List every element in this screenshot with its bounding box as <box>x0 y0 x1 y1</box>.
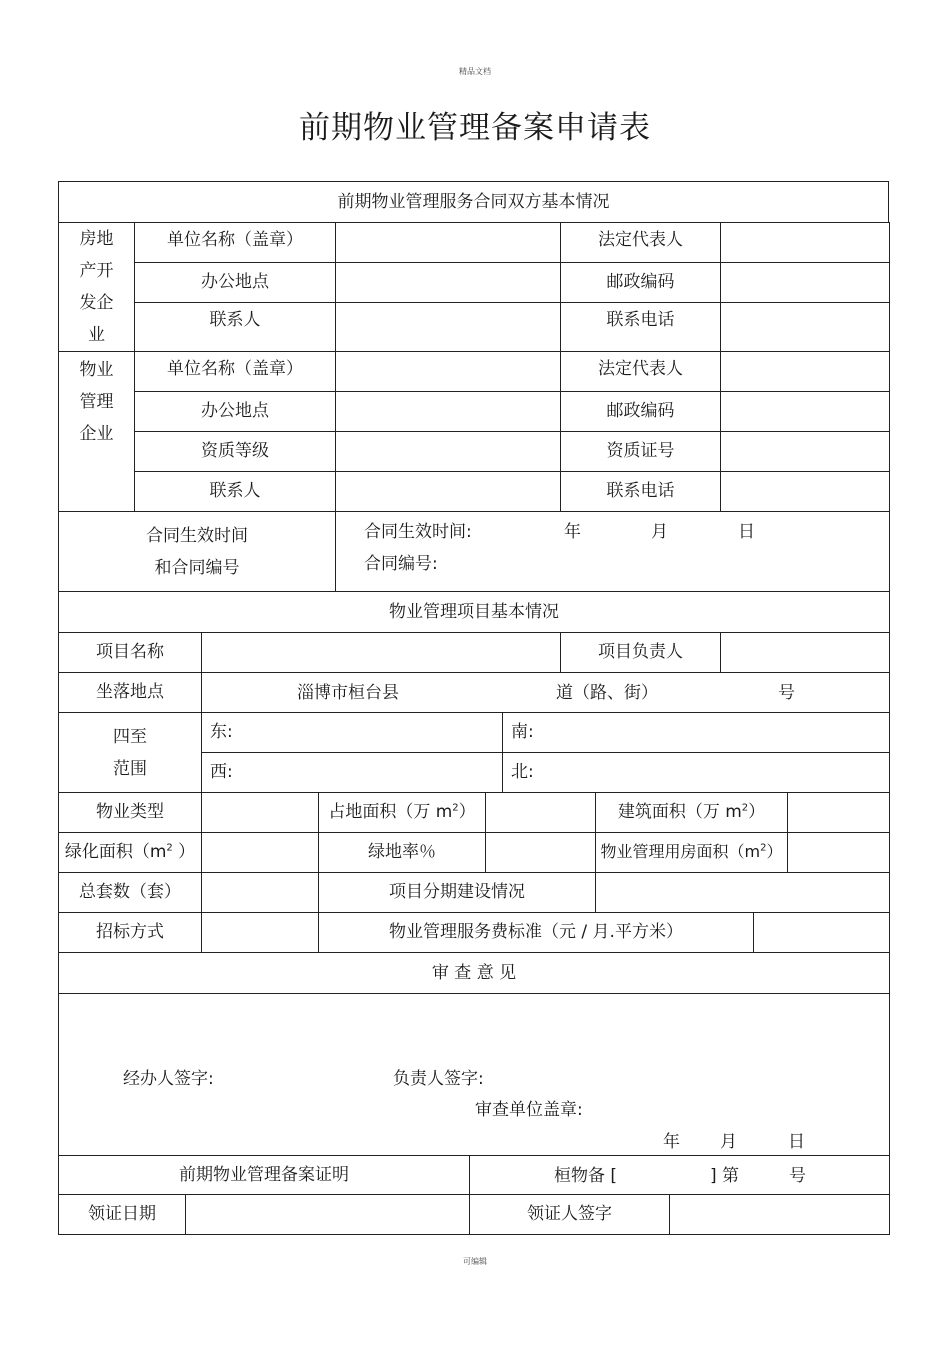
developer-unit-name-label: 单位名称（盖章） <box>134 222 336 263</box>
property-co-label-line: 企业 <box>79 424 114 444</box>
developer-label-line: 房地 <box>79 229 114 249</box>
review-area[interactable] <box>58 993 890 1156</box>
mgmt-room-sup: 2 <box>760 842 767 854</box>
land-area-label <box>318 792 486 833</box>
green-area-label <box>58 832 202 873</box>
contract-month: 月 <box>651 522 668 542</box>
property-co-office-label: 办公地点 <box>134 391 336 432</box>
developer-phone-field[interactable] <box>720 302 890 352</box>
project-manager-label: 项目负责人 <box>560 632 721 673</box>
land-area-field[interactable] <box>485 792 596 833</box>
record-code-mid: ] 第 <box>710 1166 740 1186</box>
phases-label: 项目分期建设情况 <box>318 872 596 913</box>
property-co-qualification-label: 资质等级 <box>134 431 336 472</box>
property-co-unit-name-label: 单位名称（盖章） <box>134 351 336 392</box>
build-area-sup: 2 <box>741 802 749 814</box>
property-co-postcode-label: 邮政编码 <box>560 391 721 432</box>
application-form-table <box>59 182 890 1235</box>
section2-title: 物业管理项目基本情况 <box>58 591 890 633</box>
contract-label-line2: 和合同编号 <box>154 557 240 578</box>
review-year: 年 <box>663 1132 680 1152</box>
units-field[interactable] <box>201 872 319 913</box>
location-city: 淄博市桓台县 <box>297 683 399 703</box>
bound-east-field[interactable] <box>201 712 503 753</box>
record-code-field[interactable] <box>469 1155 890 1195</box>
location-label: 坐落地点 <box>58 672 202 713</box>
bound-north-field[interactable] <box>502 752 890 793</box>
project-name-field[interactable] <box>201 632 561 673</box>
bound-north-label: 北: <box>511 762 534 783</box>
phases-field[interactable] <box>595 872 890 913</box>
property-co-legal-rep-field[interactable] <box>720 351 890 392</box>
contract-label-line1: 合同生效时间 <box>146 525 248 546</box>
mgmt-room-text: 物业管理用房面积（m <box>600 842 761 862</box>
handler-sign-label: 经办人签字: <box>123 1069 214 1089</box>
property-co-legal-rep-label: 法定代表人 <box>560 351 721 392</box>
green-area-field[interactable] <box>201 832 319 873</box>
fee-label: 物业管理服务费标准（元 / 月.平方米） <box>318 912 754 953</box>
property-co-office-field[interactable] <box>335 391 561 432</box>
developer-office-label: 办公地点 <box>134 262 336 303</box>
property-type-label: 物业类型 <box>58 792 202 833</box>
contract-field[interactable] <box>335 511 890 592</box>
green-area-sup: 2 <box>166 842 173 854</box>
mgmt-room-field[interactable] <box>787 832 890 873</box>
review-month: 月 <box>720 1132 737 1152</box>
review-title: 审 查 意 见 <box>58 952 890 994</box>
section1-title: 前期物业管理服务合同双方基本情况 <box>58 181 889 223</box>
contract-day: 日 <box>738 522 755 542</box>
contract-number-label: 合同编号: <box>364 554 438 574</box>
location-field[interactable] <box>201 672 890 713</box>
receive-date-label: 领证日期 <box>58 1194 186 1235</box>
bound-west-label: 西: <box>210 762 233 783</box>
leader-sign-label: 负责人签字: <box>393 1069 484 1089</box>
record-code-suffix: 号 <box>789 1166 806 1186</box>
build-area-text: 建筑面积（万 m <box>617 802 742 823</box>
developer-label-line: 产开 <box>79 261 114 281</box>
units-label: 总套数（套） <box>58 872 202 913</box>
bound-west-field[interactable] <box>201 752 503 793</box>
developer-unit-name-field[interactable] <box>335 222 561 263</box>
developer-postcode-label: 邮政编码 <box>560 262 721 303</box>
mgmt-room-suffix: ） <box>766 842 783 862</box>
property-co-qualification-field[interactable] <box>335 431 561 472</box>
build-area-field[interactable] <box>787 792 890 833</box>
land-area-suffix: ） <box>458 802 476 823</box>
receiver-sign-label: 领证人签字 <box>469 1194 670 1235</box>
property-co-cert-no-label: 资质证号 <box>560 431 721 472</box>
contract-effective-label: 合同生效时间: <box>364 522 472 542</box>
receiver-sign-field[interactable] <box>669 1194 890 1235</box>
record-code-prefix: 桓物备 [ <box>554 1166 618 1186</box>
developer-postcode-field[interactable] <box>720 262 890 303</box>
location-road: 道（路、街） <box>556 683 658 703</box>
build-area-suffix: ） <box>748 802 766 823</box>
developer-phone-label: 联系电话 <box>560 302 721 352</box>
project-name-label: 项目名称 <box>58 632 202 673</box>
green-area-text: 绿化面积（m <box>64 842 167 863</box>
property-co-label-line: 管理 <box>79 392 114 412</box>
bound-east-label: 东: <box>210 722 233 743</box>
receive-date-field[interactable] <box>185 1194 470 1235</box>
property-co-postcode-field[interactable] <box>720 391 890 432</box>
unit-seal-label: 审查单位盖章: <box>475 1100 583 1120</box>
review-day: 日 <box>788 1132 805 1152</box>
record-proof-label: 前期物业管理备案证明 <box>58 1155 470 1195</box>
page-title: 前期物业管理备案申请表 <box>299 110 651 146</box>
bound-south-field[interactable] <box>502 712 890 753</box>
property-co-label-line: 物业 <box>79 360 114 380</box>
build-area-label <box>595 792 788 833</box>
developer-label <box>58 222 135 352</box>
developer-label-line: 发企 <box>79 293 114 313</box>
property-co-contact-label: 联系人 <box>134 471 336 512</box>
developer-legal-rep-field[interactable] <box>720 222 890 263</box>
green-rate-field[interactable] <box>485 832 596 873</box>
header-note: 精品文档 <box>459 67 491 76</box>
property-co-unit-name-field[interactable] <box>335 351 561 392</box>
project-manager-field[interactable] <box>720 632 890 673</box>
property-co-cert-no-field[interactable] <box>720 431 890 472</box>
tender-field[interactable] <box>201 912 319 953</box>
property-co-phone-label: 联系电话 <box>560 471 721 512</box>
developer-contact-field[interactable] <box>335 302 561 352</box>
contract-year: 年 <box>564 522 581 542</box>
developer-office-field[interactable] <box>335 262 561 303</box>
mgmt-room-label <box>595 832 788 873</box>
tender-label: 招标方式 <box>58 912 202 953</box>
property-type-field[interactable] <box>201 792 319 833</box>
green-area-suffix: ） <box>172 842 196 863</box>
bounds-label <box>58 712 202 793</box>
bound-south-label: 南: <box>511 722 534 743</box>
land-area-text: 占地面积（万 m <box>328 802 453 823</box>
location-number: 号 <box>778 683 795 703</box>
property-co-label <box>58 351 135 512</box>
bounds-label-line1: 四至 <box>113 726 147 747</box>
property-co-phone-field[interactable] <box>720 471 890 512</box>
developer-label-line: 业 <box>88 325 105 345</box>
bounds-label-line2: 范围 <box>113 758 147 779</box>
fee-field[interactable] <box>753 912 890 953</box>
footer-note: 可编辑 <box>463 1257 487 1266</box>
developer-contact-label: 联系人 <box>134 302 336 352</box>
contract-label <box>58 511 336 592</box>
developer-legal-rep-label: 法定代表人 <box>560 222 721 263</box>
land-area-sup: 2 <box>452 802 459 814</box>
property-co-contact-field[interactable] <box>335 471 561 512</box>
green-rate-label: 绿地率％ <box>318 832 486 873</box>
